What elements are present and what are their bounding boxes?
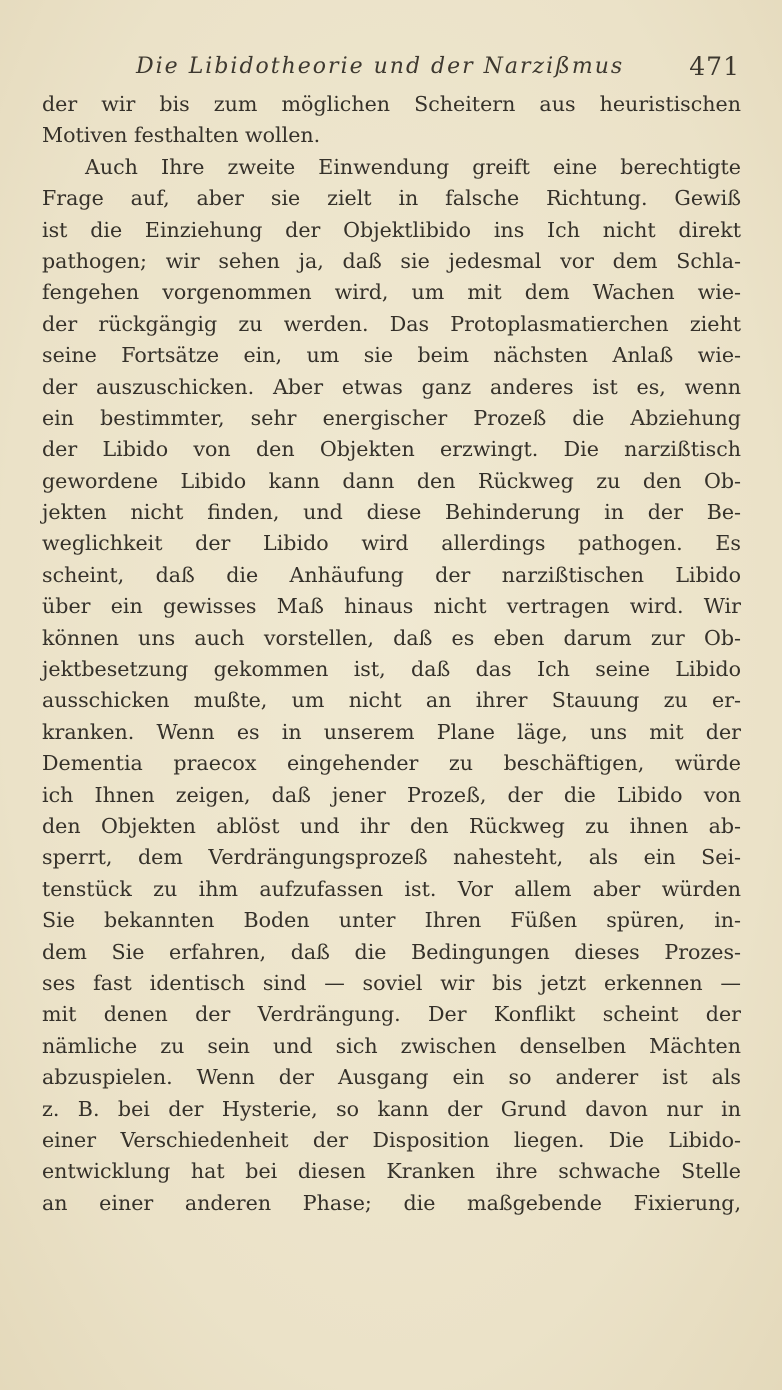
text-line: Motiven festhalten wollen. <box>42 123 321 148</box>
text-line: kranken. Wenn es in unserem Plane läge, uns mit der <box>42 719 741 744</box>
text-line: entwicklung hat bei diesen Kranken ihre schwache Stelle <box>42 1159 741 1184</box>
page-header <box>40 54 740 94</box>
text-line: einer Verschiedenheit der Disposition liegen. Die Libido- <box>42 1127 741 1152</box>
text-line: der auszuschicken. Aber etwas ganz anderes ist es, wenn <box>42 374 741 399</box>
text-line: mit denen der Verdrängung. Der Konflikt scheint der <box>42 1002 741 1027</box>
running-title: Die Libidotheorie und der Narzißmus <box>136 54 625 79</box>
text-line: weglichkeit der Libido wird allerdings pathogen. Es <box>42 531 741 556</box>
text-line: abzuspielen. Wenn der Ausgang ein so anderer ist als <box>42 1065 741 1090</box>
page-number: 471 <box>689 52 740 81</box>
text-line: können uns auch vorstellen, daß es eben darum zur Ob- <box>42 625 741 650</box>
text-line: Auch Ihre zweite Einwendung greift eine berechtigte <box>85 154 741 179</box>
text-line: scheint, daß die Anhäufung der narzißtischen Libido <box>42 562 741 587</box>
text-line: nämliche zu sein und sich zwischen denselben Mächten <box>42 1033 741 1058</box>
text-line: tenstück zu ihm aufzufassen ist. Vor allem aber würden <box>42 876 741 901</box>
text-line: ses fast identisch sind — soviel wir bis jetzt erkennen — <box>42 970 741 995</box>
body-text <box>42 89 741 1219</box>
text-line: über ein gewisses Maß hinaus nicht vertragen wird. Wir <box>42 594 741 619</box>
text-line: ich Ihnen zeigen, daß jener Prozeß, der die Libido von <box>42 782 741 807</box>
text-line: seine Fortsätze ein, um sie beim nächsten Anlaß wie- <box>42 343 741 368</box>
text-line: an einer anderen Phase; die maßgebende Fixierung, <box>42 1190 741 1215</box>
text-line: ist die Einziehung der Objektlibido ins Ich nicht direkt <box>42 217 741 242</box>
text-line: gewordene Libido kann dann den Rückweg zu den Ob- <box>42 468 741 493</box>
text-line: Sie bekannten Boden unter Ihren Füßen spüren, in- <box>42 908 741 933</box>
text-line: jekten nicht finden, und diese Behinderung in der Be- <box>42 500 741 525</box>
text-line: z. B. bei der Hysterie, so kann der Grund davon nur in <box>42 1096 741 1121</box>
text-line: den Objekten ablöst und ihr den Rückweg zu ihnen ab- <box>42 813 741 838</box>
text-line: der rückgängig zu werden. Das Protoplasmatierchen zieht <box>42 311 741 336</box>
text-line: ein bestimmter, sehr energischer Prozeß die Abziehung <box>42 405 741 430</box>
text-line: der Libido von den Objekten erzwingt. Die narzißtisch <box>42 437 741 462</box>
text-line: dem Sie erfahren, daß die Bedingungen dieses Prozes- <box>42 939 741 964</box>
text-line: ausschicken mußte, um nicht an ihrer Stauung zu er- <box>42 688 741 713</box>
text-line: jektbesetzung gekommen ist, daß das Ich seine Libido <box>42 657 741 682</box>
text-line: der wir bis zum möglichen Scheitern aus heuristischen <box>42 92 741 116</box>
text-line: sperrt, dem Verdrängungsprozeß nahesteht, als ein Sei- <box>42 845 741 870</box>
text-line: Dementia praecox eingehender zu beschäftigen, würde <box>42 751 741 776</box>
text-line: fengehen vorgenommen wird, um mit dem Wachen wie- <box>42 280 741 305</box>
text-line: pathogen; wir sehen ja, daß sie jedesmal vor dem Schla- <box>42 248 741 273</box>
text-line: Frage auf, aber sie zielt in falsche Richtung. Gewiß <box>42 186 741 211</box>
